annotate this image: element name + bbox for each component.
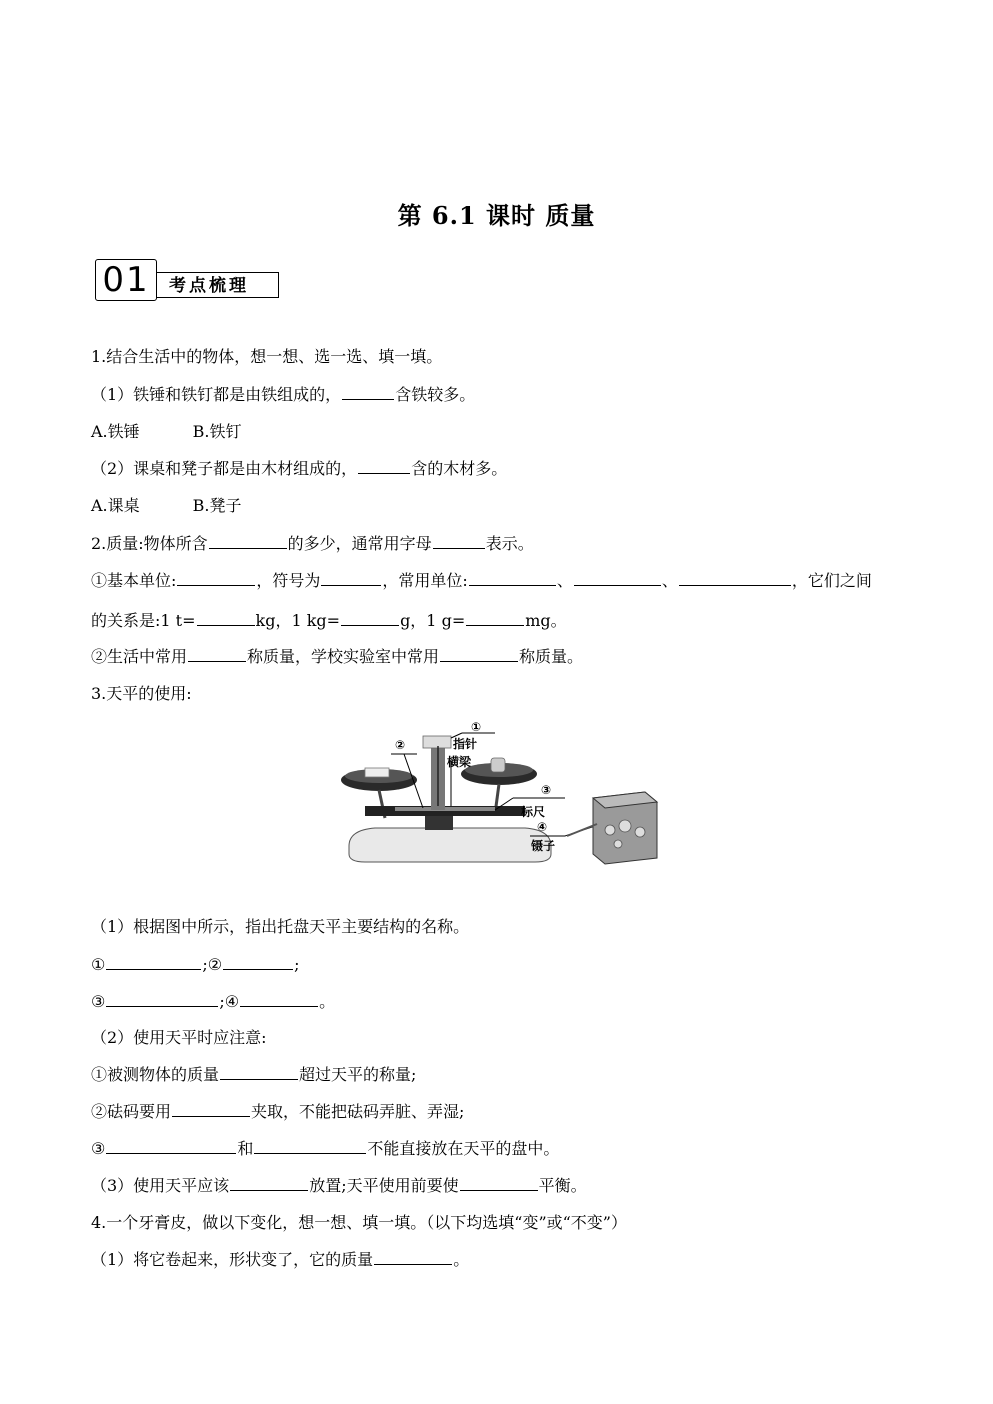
section-number: 01	[95, 259, 157, 301]
balance-stand	[425, 814, 453, 830]
answer-blank[interactable]	[254, 1139, 366, 1154]
answer-blank[interactable]	[223, 955, 293, 970]
answer-blank[interactable]	[374, 1250, 452, 1265]
option-b: B.铁钉	[192, 422, 242, 441]
label-pointer: 指针	[453, 737, 478, 751]
box-weight	[619, 820, 631, 832]
q2-life: ②生活中常用 称质量，学校实验室中常用 称质量。	[91, 647, 584, 666]
q4-sub1: （1）将它卷起来，形状变了，它的质量 。	[91, 1250, 470, 1269]
answer-blank[interactable]	[574, 571, 661, 586]
answer-blank[interactable]	[240, 992, 318, 1007]
q1-sub1: （1）铁锤和铁钉都是由铁组成的， 含铁较多。	[91, 385, 476, 404]
answer-blank[interactable]	[358, 459, 410, 474]
pointer-scale	[423, 736, 451, 748]
q3-part1-blanks-a: ① ;② ;	[91, 955, 300, 974]
balance-figure	[335, 718, 665, 878]
q3-note1: ①被测物体的质量 超过天平的称量;	[91, 1065, 417, 1084]
label-num-4: ④	[537, 820, 548, 834]
answer-blank[interactable]	[466, 611, 524, 626]
q2-stem: 2.质量:物体所含 的多少，通常用字母 表示。	[91, 534, 534, 553]
answer-blank[interactable]	[106, 955, 201, 970]
answer-blank[interactable]	[469, 571, 556, 586]
answer-blank[interactable]	[460, 1176, 538, 1191]
option-b: B.凳子	[192, 496, 242, 515]
answer-blank[interactable]	[209, 534, 287, 549]
page-title: 第 6.1 课时 质量	[397, 201, 596, 230]
box-weight	[605, 825, 615, 835]
option-a: A.课桌	[91, 496, 140, 515]
answer-blank[interactable]	[172, 1102, 250, 1117]
label-beam: 横梁	[447, 755, 472, 769]
section-label: 考点梳理	[157, 272, 279, 298]
section-badge	[95, 259, 283, 301]
box-weight	[635, 827, 645, 837]
q1-sub2-options	[91, 496, 242, 516]
answer-blank[interactable]	[341, 611, 399, 626]
label-ruler: 标尺	[521, 805, 546, 819]
q3-stem: 3.天平的使用:	[91, 684, 192, 703]
balance-base	[349, 828, 551, 862]
label-tweezers: 镊子	[531, 839, 556, 853]
answer-blank[interactable]	[220, 1065, 298, 1080]
answer-blank[interactable]	[106, 992, 218, 1007]
q1-sub2: （2）课桌和凳子都是由木材组成的， 含的木材多。	[91, 459, 508, 478]
q3-part1-blanks-b: ③ ;④ 。	[91, 992, 336, 1011]
q1-stem: 1.结合生活中的物体，想一想、选一选、填一填。	[91, 347, 443, 366]
answer-blank[interactable]	[321, 571, 381, 586]
answer-blank[interactable]	[197, 611, 255, 626]
object-on-pan	[365, 768, 389, 777]
q3-note2: ②砝码要用 夹取，不能把砝码弄脏、弄湿;	[91, 1102, 465, 1121]
answer-blank[interactable]	[342, 385, 394, 400]
q4-stem: 4.一个牙膏皮，做以下变化，想一想、填一填。（以下均选填“变”或“不变”）	[91, 1213, 627, 1232]
answer-blank[interactable]	[433, 534, 485, 549]
answer-blank[interactable]	[188, 647, 246, 662]
q3-note3: ③ 和 不能直接放在天平的盘中。	[91, 1139, 560, 1158]
answer-blank[interactable]	[106, 1139, 236, 1154]
q3-part3: （3）使用天平应该 放置;天平使用前要使 平衡。	[91, 1176, 587, 1195]
q1-sub1-options	[91, 422, 242, 442]
box-weight	[614, 840, 622, 848]
label-num-1: ①	[471, 720, 482, 734]
answer-blank[interactable]	[177, 571, 255, 586]
weight-on-pan	[491, 758, 505, 772]
option-a: A.铁锤	[91, 422, 140, 441]
q2-relations: 的关系是:1 t= kg，1 kg= g，1 g= mg。	[91, 611, 567, 630]
q3-part2: （2）使用天平时应注意:	[91, 1028, 267, 1047]
answer-blank[interactable]	[679, 571, 791, 586]
answer-blank[interactable]	[440, 647, 518, 662]
label-num-2: ②	[395, 738, 406, 752]
q2-units: ①基本单位: ，符号为 ，常用单位: 、 、 ，它们之间	[91, 571, 872, 590]
q3-part1: （1）根据图中所示，指出托盘天平主要结构的名称。	[91, 917, 470, 936]
answer-blank[interactable]	[230, 1176, 308, 1191]
label-num-3: ③	[541, 783, 552, 797]
